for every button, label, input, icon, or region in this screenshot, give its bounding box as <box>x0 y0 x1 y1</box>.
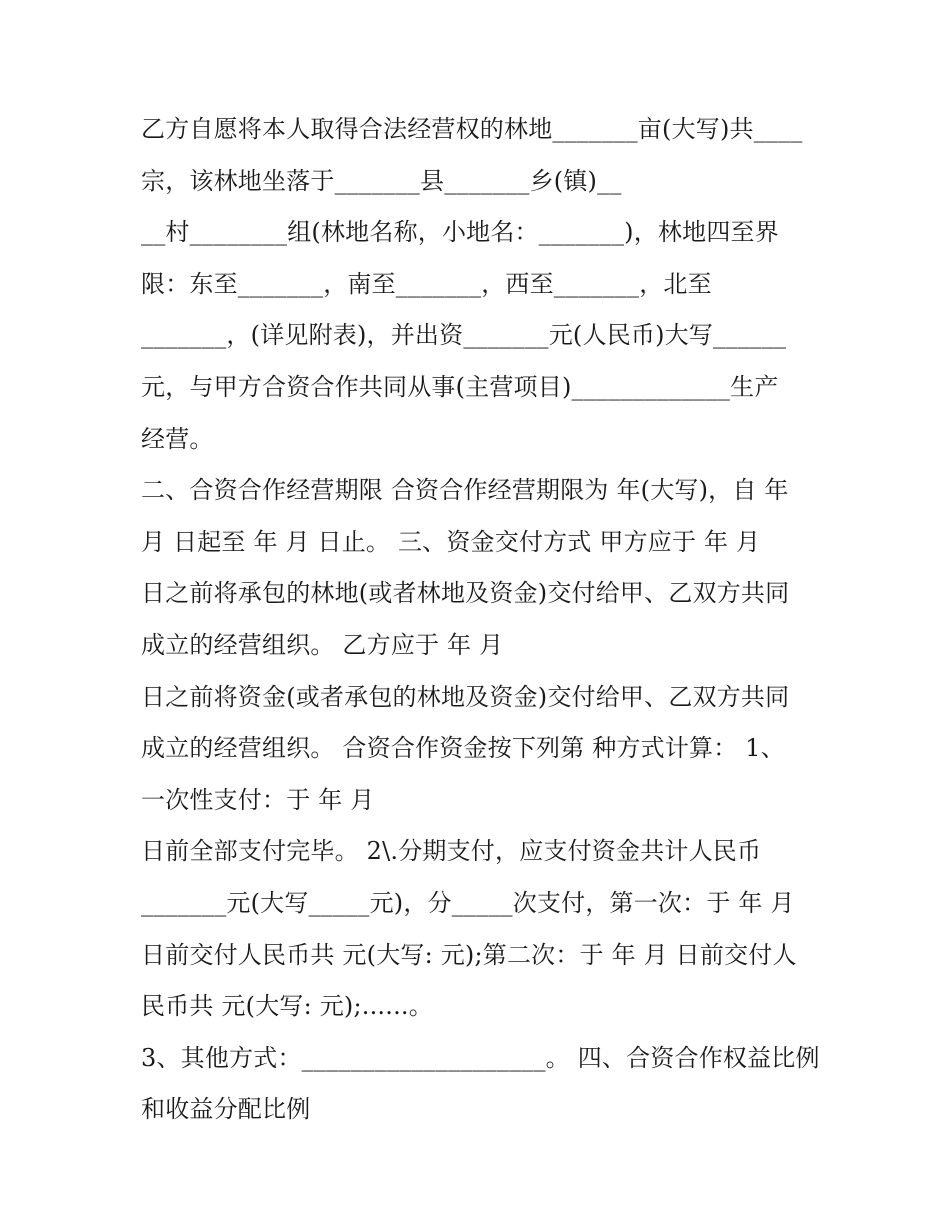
text-line-2: 宗，该林地坐落于_______县_______乡(镇)__ <box>141 166 622 195</box>
text-line-5: _______，(详见附表)，并出资_______元(人民币)大写______ <box>141 321 787 350</box>
text-line-9: 月 日起至 年 月 日止。 三、资金交付方式 甲方应于 年 月 <box>141 527 761 556</box>
text-line-20: 和收益分配比例 <box>141 1095 311 1124</box>
text-line-19: 3、其他方式：____________________。 四、合资合作权益比例 <box>141 1043 820 1072</box>
text-line-6: 元，与甲方合资合作共同从事(主营项目)_____________生产 <box>141 372 779 401</box>
text-line-7: 经营。 <box>141 424 214 453</box>
text-line-1: 乙方自愿将本人取得合法经营权的林地_______亩(大写)共____ <box>141 115 803 143</box>
text-line-18: 民币共 元(大写: 元);......。 <box>141 992 433 1021</box>
text-line-16: _______元(大写_____元)，分_____次支付，第一次：于 年 月 <box>141 888 795 917</box>
text-line-17: 日前交付人民币共 元(大写: 元);第二次：于 年 月 日前交付人 <box>141 940 797 969</box>
text-line-4: 限：东至_______，南至_______，西至_______，北至 <box>141 269 712 298</box>
text-line-10: 日之前将承包的林地(或者林地及资金)交付给甲、乙双方共同 <box>141 579 790 608</box>
text-line-14: 一次性支付：于 年 月 <box>141 785 375 814</box>
text-line-11: 成立的经营组织。 乙方应于 年 月 <box>141 630 504 659</box>
text-line-15: 日前全部支付完毕。 2\.分期支付，应支付资金共计人民币 <box>141 837 762 866</box>
text-line-8: 二、合资合作经营期限 合资合作经营期限为 年(大写)，自 年 <box>141 476 789 505</box>
text-line-13: 成立的经营组织。 合资合作资金按下列第 种方式计算： 1、 <box>141 734 785 763</box>
document-body <box>141 104 821 1136</box>
text-line-3: __村________组(林地名称，小地名：_______)，林地四至界 <box>141 218 779 247</box>
text-line-12: 日之前将资金(或者承包的林地及资金)交付给甲、乙双方共同 <box>141 682 790 711</box>
